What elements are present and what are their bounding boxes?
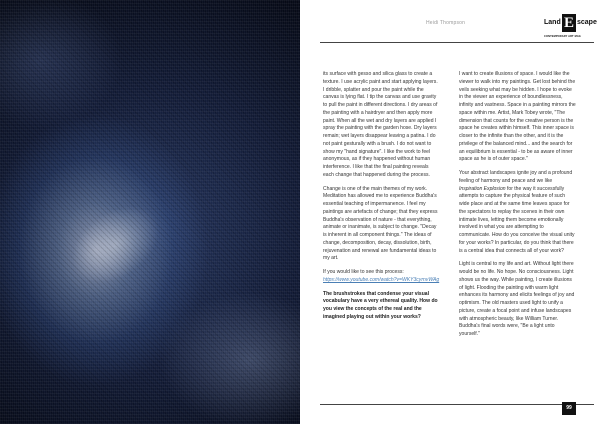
header-divider: [320, 42, 594, 43]
interview-question: The brushstrokes that condense your visual vocabulary have a very ethereal quality. How do you view the concepts of the real and the imagined playing out within your works?: [323, 290, 438, 320]
question-text: Your abstract landscapes ignite joy and a profound feeling of harmony and peace and we like: [459, 170, 573, 184]
youtube-link[interactable]: https://www.youtube.com/watch?v=WKY3cyrnvWAg: [323, 276, 440, 283]
text-column-right: [459, 71, 576, 345]
footer-divider: [320, 404, 594, 405]
question-text-cont: for the way it successfully attempts to capture the physical feature of such wide place and at the same time leaves space for the spectators to replay the scenes in their own intimate lives, letting them become emotionally involved in what you are attempting to communicate. How do you conceive the visual unity for your works? In particular, do you think that there is a central idea that connects all of your work?: [459, 185, 575, 254]
logo-word-left: Land: [544, 19, 561, 26]
author-name: Heidi Thompson: [426, 20, 466, 26]
magazine-logo: [542, 14, 597, 44]
article-page: [300, 0, 600, 424]
logo-word-right: scape: [577, 19, 597, 26]
paragraph: Change is one of the main themes of my work. Meditation has allowed me to experience Buddha's essential teaching of impermanence. I feel my paintings are artefacts of change; that they express Buddha's observation of nature - that everything, animate or inanimate, is subject to change. "Decay is inherent in all component things." The ideas of change, decomposition, decay, dissolution, birth, rejuvenation and renewal are fundamental ideas to my art.: [323, 185, 438, 262]
logo-letter-box: E: [563, 15, 574, 31]
page-number: 99: [562, 402, 576, 415]
process-intro: If you would like to see this process:: [323, 269, 404, 275]
paragraph: I want to create illusions of space. I would like the viewer to walk into my paintings. Get lost behind the veils seeking what may be hidden. I hope to evoke in the viewer an experience of boundlessness, infinity and vastness. Space in a painting mirrors the space within me. Artist, Mark Tobey wrote, "The dimension that counts for the creative person is the space he creates within himself. This inner space is closer to the infinite than the other, and it is the privilege of the balanced mind... and the search for an equilibrium is essential - to be as aware of inner space as he is of outer space.": [459, 71, 576, 163]
logo-tagline: CONTEMPORARY ART MAG: [544, 35, 581, 38]
paragraph: Light is central to my life and art. Without light there would be no life. No hope. No consciousness. Light shows us the way. While painting, I create illusions of light. Flooding the painting with warm light enhances its harmony and elicits feelings of joy and optimism. The old masters used light to unify a picture, create a focal point and infuse landscapes with atmospheric beauty, like William Turner. Buddha's final words were, "Be a light unto yourself.": [459, 261, 575, 337]
question-paragraph: [459, 170, 576, 255]
process-paragraph: [323, 269, 440, 285]
text-column-left: [323, 71, 440, 328]
paragraph: its surface with gesso and silica glass to create a texture. I use acrylic paint and start applying layers. I dribble, splatter and pour the paint while the canvas is lying flat. I tip the canvas and use gravity to pull the paint in different directions. I dry areas of the painting with a hairdryer and then apply more paint. When all the wet and dry layers are applied I spray the painting with the garden hose. Dry layers remain; wet layers disappear leaving a patina. I do not paint gesturally with a brush. I do not want to show my "hand signature". I like the work to feel anonymous, as if they happened without human interference. I like that the final painting reveals each change that happened during the process.: [323, 71, 438, 178]
artwork-title: Inspiration Explosion: [459, 185, 506, 192]
